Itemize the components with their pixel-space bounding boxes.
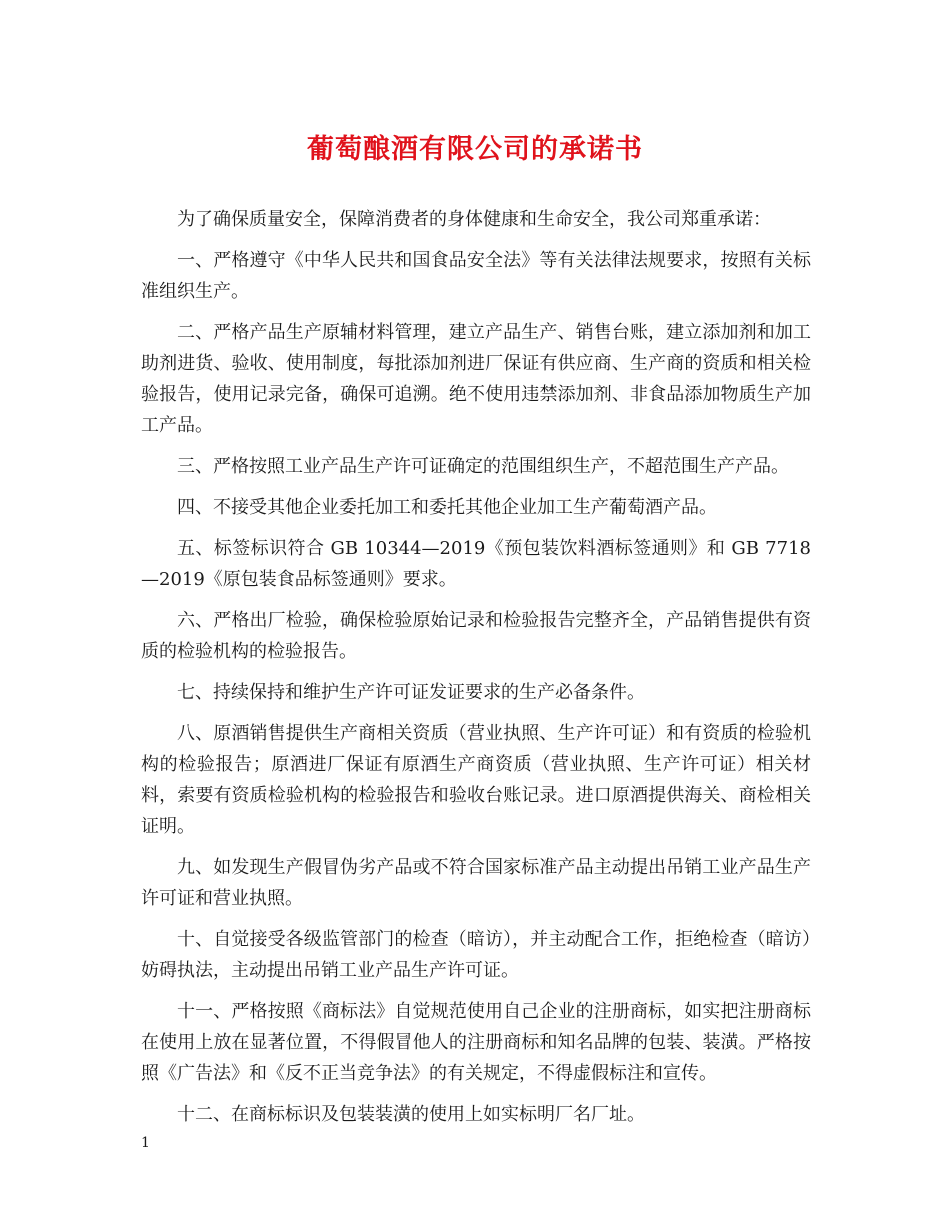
paragraph-3: 三、严格按照工业产品生产许可证确定的范围组织生产，不超范围生产产品。 (177, 456, 789, 477)
document-body (141, 204, 811, 1140)
paragraph-8: 八、原酒销售提供生产商相关资质（营业执照、生产许可证）和有资质的检验机构的检验报告；原酒进厂保证有原酒生产商资质（营业执照、生产许可证）相关材料，索要有资质检验机构的检验报告和验收台账记录。进口原酒提供海关、商检相关证明。 (141, 723, 811, 837)
paragraph-5: 五、标签标识符合 GB 10344—2019《预包装饮料酒标签通则》和 GB 7718—2019《原包装食品标签通则》要求。 (141, 538, 811, 590)
paragraph-intro: 为了确保质量安全，保障消费者的身体健康和生命安全，我公司郑重承诺： (177, 209, 771, 230)
paragraph-11: 十一、严格按照《商标法》自觉规范使用自己企业的注册商标，如实把注册商标在使用上放在显著位置，不得假冒他人的注册商标和知名品牌的包装、装潢。严格按照《广告法》和《反不正当竞争法》的有关规定，不得虚假标注和宣传。 (141, 1001, 811, 1084)
paragraph-1: 一、严格遵守《中华人民共和国食品安全法》等有关法律法规要求，按照有关标准组织生产。 (141, 250, 811, 302)
paragraph-9: 九、如发现生产假冒伪劣产品或不符合国家标准产品主动提出吊销工业产品生产许可证和营业执照。 (141, 857, 811, 909)
paragraph-12: 十二、在商标标识及包装装潢的使用上如实标明厂名厂址。 (177, 1104, 645, 1125)
paragraph-10: 十、自觉接受各级监管部门的检查（暗访），并主动配合工作，拒绝检查（暗访）妨碍执法，主动提出吊销工业产品生产许可证。 (141, 929, 811, 981)
paragraph-7: 七、持续保持和维护生产许可证发证要求的生产必备条件。 (177, 682, 645, 703)
paragraph-4: 四、不接受其他企业委托加工和委托其他企业加工生产葡萄酒产品。 (177, 497, 717, 518)
page-number: 1 (141, 1135, 150, 1151)
paragraph-6: 六、严格出厂检验，确保检验原始记录和检验报告完整齐全，产品销售提供有资质的检验机构的检验报告。 (141, 610, 811, 662)
document-title: 葡萄酿酒有限公司的承诺书 (307, 134, 643, 165)
paragraph-2: 二、严格产品生产原辅材料管理，建立产品生产、销售台账，建立添加剂和加工助剂进货、验收、使用制度，每批添加剂进厂保证有供应商、生产商的资质和相关检验报告，使用记录完备，确保可追溯。绝不使用违禁添加剂、非食品添加物质生产加工产品。 (141, 322, 811, 436)
